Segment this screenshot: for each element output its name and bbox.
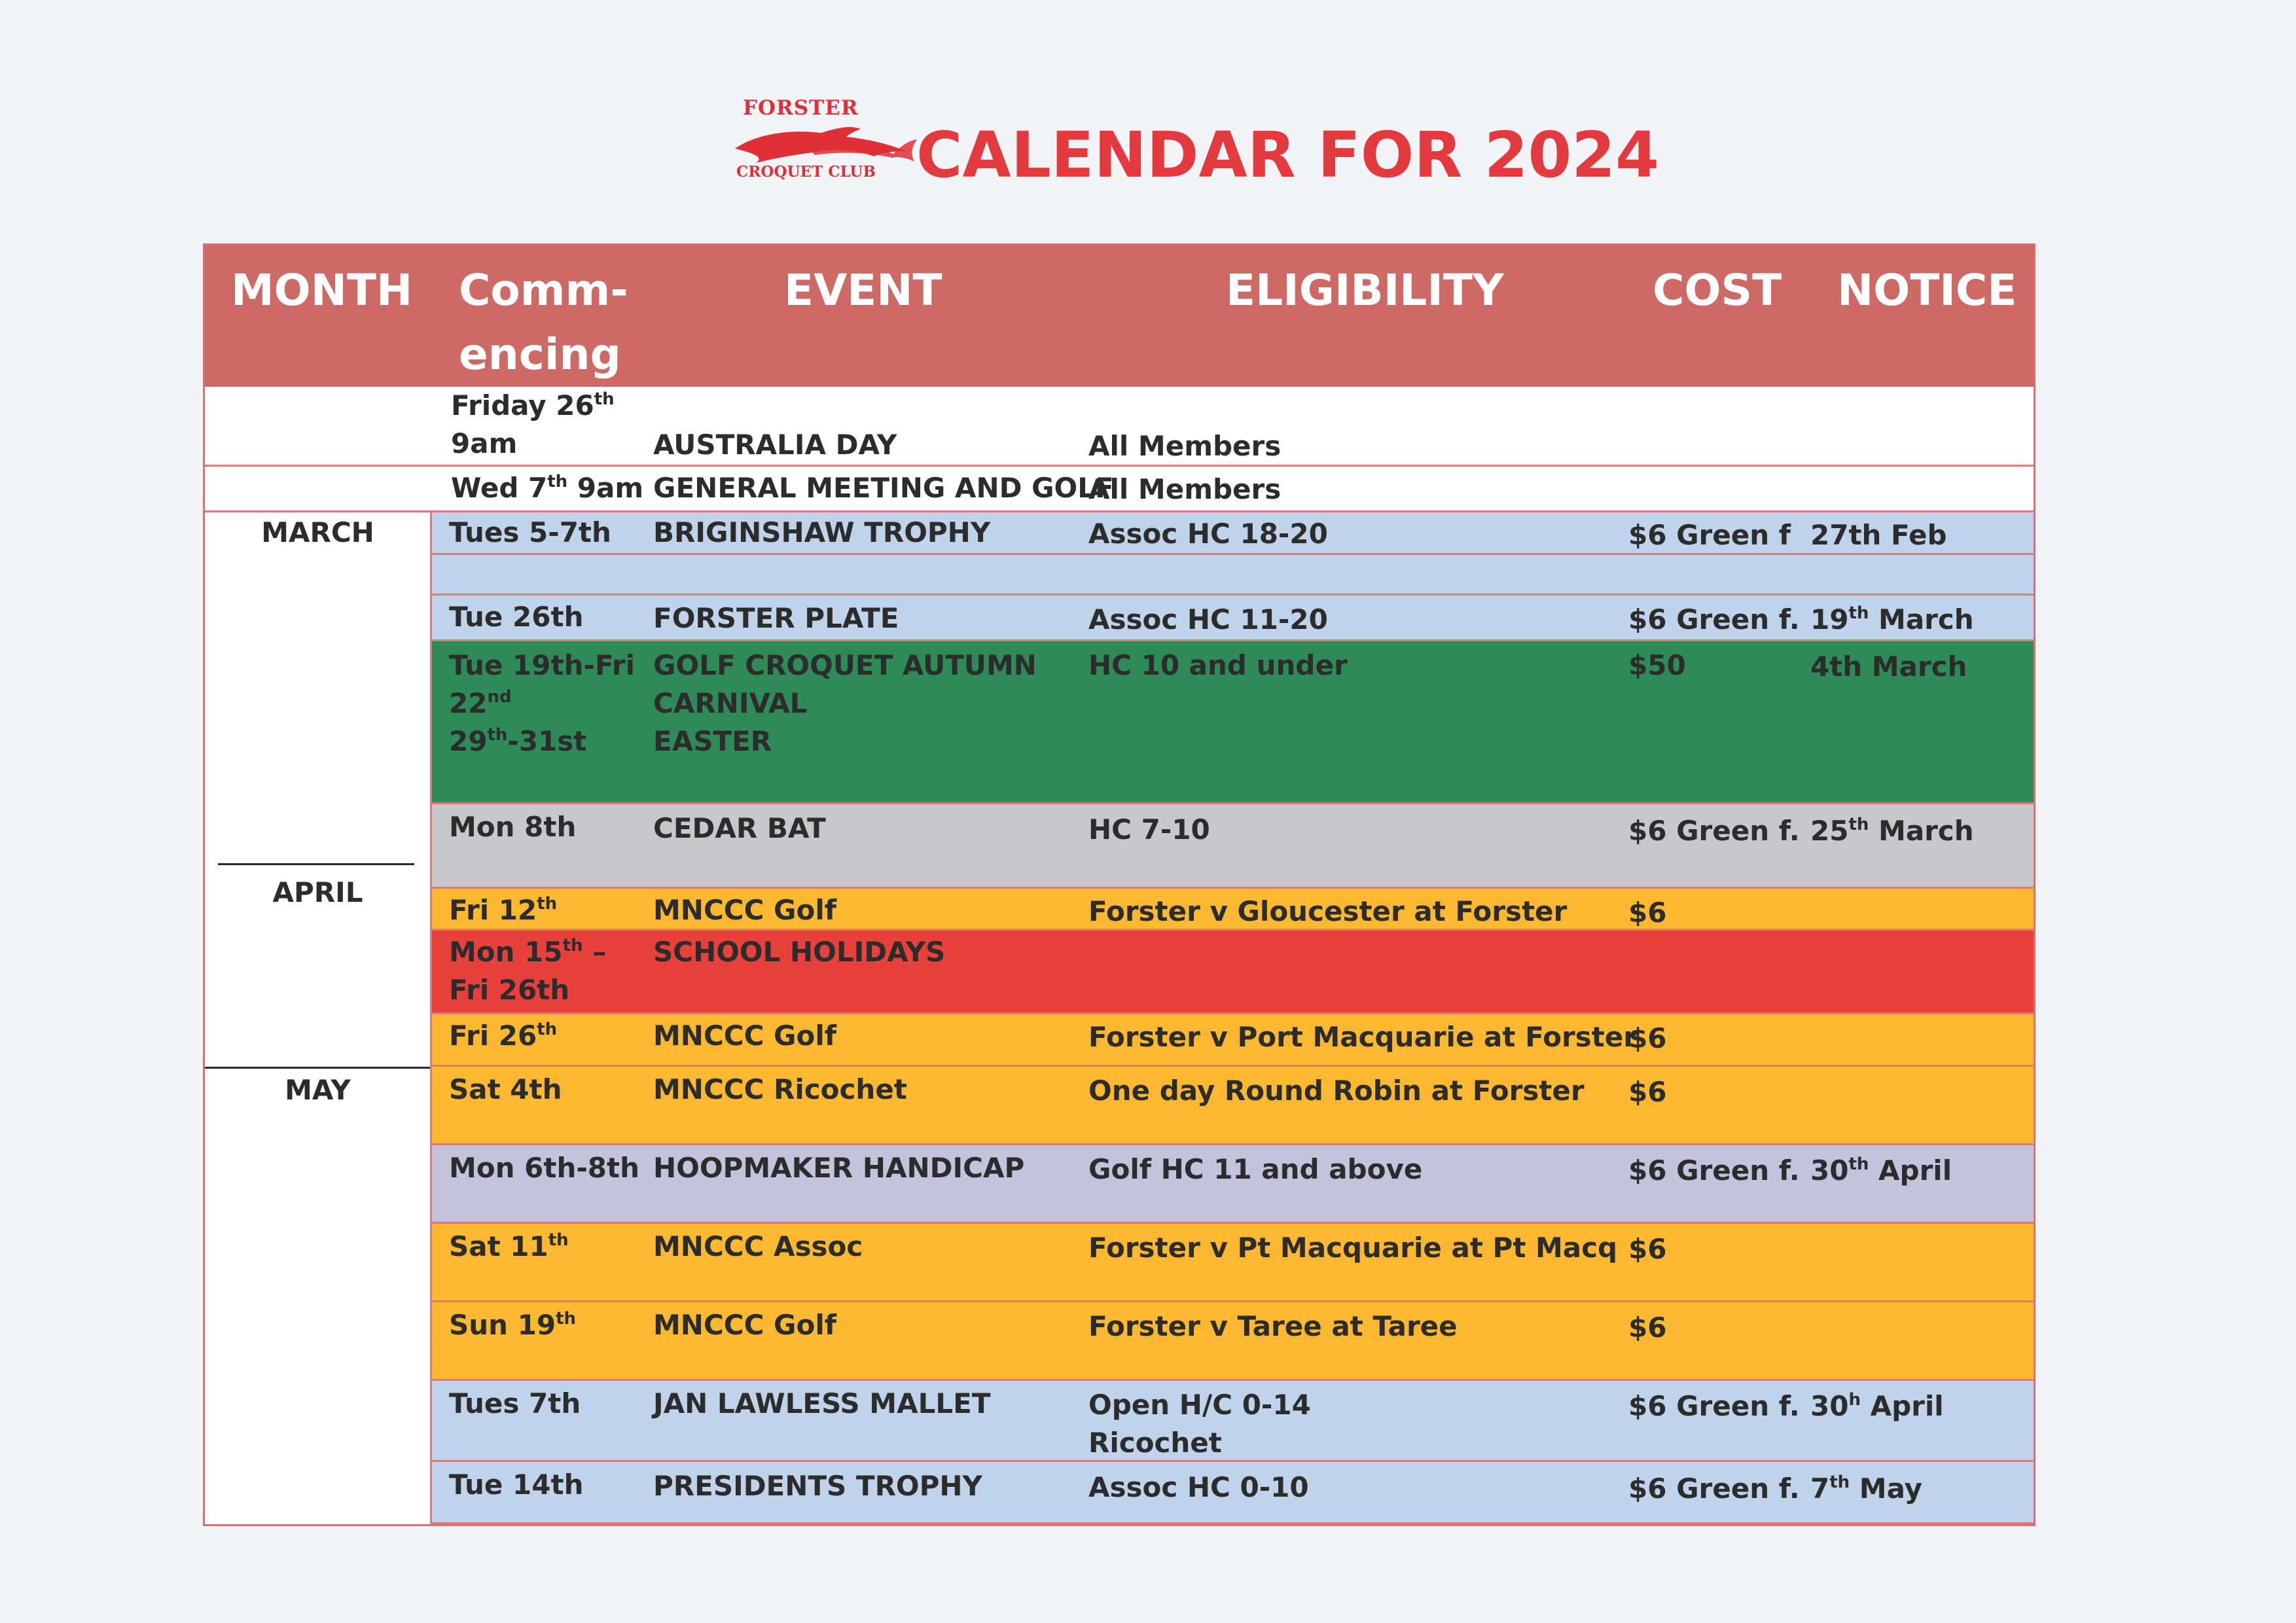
table-row — [431, 1145, 2034, 1224]
table-row — [205, 467, 2034, 512]
logo-bottom-text: CROQUET CLUB — [736, 163, 876, 181]
notice-cell: 19th March — [1810, 603, 1974, 635]
eligibility-cell: Assoc HC 11-20 — [1088, 603, 1328, 635]
table-row — [431, 641, 2034, 804]
month-divider — [218, 863, 414, 865]
commencing-cell: Mon 8th — [449, 811, 577, 843]
cost-cell: $6 Green f — [1628, 519, 1791, 551]
month-divider — [205, 1067, 431, 1069]
commencing-cell: Tues 5-7th — [449, 516, 611, 548]
event-cell: JAN LAWLESS MALLET — [653, 1387, 991, 1419]
eligibility-cell: Forster v Taree at Taree — [1088, 1310, 1458, 1342]
column-cost: COST — [1653, 265, 1782, 315]
eligibility-cell: Assoc HC 0-10 — [1088, 1471, 1309, 1503]
column-month: MONTH — [231, 265, 413, 315]
table-row — [431, 804, 2034, 889]
eligibility-cell: Forster v Gloucester at Forster — [1088, 895, 1568, 927]
event-cell: FORSTER PLATE — [653, 602, 899, 634]
commencing-cell: Fri 26th — [449, 1020, 558, 1052]
column-commencing-line1: Comm- — [459, 265, 628, 315]
dolphin-logo-icon — [730, 115, 920, 167]
commencing-cell: Tues 7th — [449, 1387, 581, 1419]
event-cell: MNCCC Golf — [653, 1020, 837, 1052]
table-row — [431, 1067, 2034, 1145]
commencing-cell: Friday 26th 9am — [451, 389, 615, 459]
cost-cell: $6 Green f. — [1628, 1390, 1800, 1422]
commencing-cell: Wed 7th 9am — [451, 472, 644, 504]
event-cell: MNCCC Golf — [653, 1309, 837, 1341]
commencing-cell: Tue 26th — [449, 601, 584, 633]
event-cell: BRIGINSHAW TROPHY — [653, 516, 991, 548]
commencing-cell: Mon 15th – Fri 26th — [449, 936, 607, 1006]
table-row — [431, 1224, 2034, 1302]
table-row — [431, 931, 2034, 1014]
column-event: EVENT — [784, 265, 942, 315]
table-row — [431, 1462, 2034, 1524]
logo-top-text: FORSTER — [743, 96, 859, 120]
table-row — [431, 1302, 2034, 1381]
notice-cell: 25th March — [1810, 815, 1974, 847]
table-row — [431, 512, 2034, 555]
event-cell: CEDAR BAT — [653, 812, 826, 844]
cost-cell: $6 Green f. — [1628, 603, 1800, 635]
table-row — [205, 387, 2034, 467]
cost-cell: $6 Green f. — [1628, 1472, 1800, 1505]
cost-cell: $6 — [1628, 1076, 1667, 1108]
event-cell: MNCCC Assoc — [653, 1230, 863, 1262]
table-row — [431, 1381, 2034, 1462]
column-notice: NOTICE — [1837, 265, 2017, 315]
club-logo — [730, 95, 920, 193]
table-row — [431, 596, 2034, 641]
commencing-cell: Sat 11th — [449, 1230, 569, 1262]
commencing-cell: Mon 6th-8th — [449, 1152, 640, 1184]
page-header — [730, 95, 1659, 206]
cost-cell: $6 — [1628, 1022, 1667, 1054]
event-cell: SCHOOL HOLIDAYS — [653, 936, 946, 968]
event-cell: PRESIDENTS TROPHY — [653, 1470, 982, 1502]
event-cell: MNCCC Golf — [653, 894, 837, 926]
table-row — [431, 1014, 2034, 1067]
notice-cell: 7th May — [1810, 1472, 1923, 1505]
cost-cell: $50 — [1628, 649, 1686, 681]
table-row — [431, 889, 2034, 931]
notice-cell: 27th Feb — [1810, 519, 1947, 551]
eligibility-cell: Assoc HC 18-20 — [1088, 518, 1328, 550]
notice-cell: 30th April — [1810, 1154, 1952, 1186]
cost-cell: $6 — [1628, 1311, 1667, 1344]
eligibility-cell: HC 10 and under — [1088, 649, 1348, 681]
event-cell: GOLF CROQUET AUTUMN CARNIVAL EASTER — [653, 649, 1037, 757]
event-cell: MNCCC Ricochet — [653, 1073, 907, 1105]
cost-cell: $6 Green f. — [1628, 1154, 1800, 1186]
commencing-cell: Sun 19th — [449, 1309, 577, 1341]
notice-cell: 30$^h$ April — [1810, 1390, 1944, 1422]
eligibility-cell: HC 7-10 — [1088, 813, 1210, 846]
column-commencing — [459, 259, 628, 387]
eligibility-cell: Forster v Port Macquarie at Forster — [1088, 1021, 1637, 1053]
event-cell: GENERAL MEETING AND GOLF — [653, 472, 1114, 504]
cost-cell: $6 — [1628, 897, 1667, 929]
month-may: MAY — [285, 1074, 351, 1106]
commencing-cell: Fri 12th — [449, 894, 558, 926]
month-april: APRIL — [272, 876, 363, 908]
eligibility-cell: Golf HC 11 and above — [1088, 1153, 1423, 1185]
commencing-cell: Tue 14th — [449, 1469, 584, 1501]
eligibility-cell: Forster v Pt Macquarie at Pt Macq — [1088, 1232, 1618, 1264]
commencing-cell: Sat 4th — [449, 1073, 562, 1105]
table-header — [205, 245, 2034, 390]
table-row — [431, 555, 2034, 596]
eligibility-cell: All Members — [1088, 473, 1282, 505]
cost-cell: $6 — [1628, 1233, 1667, 1265]
event-cell: AUSTRALIA DAY — [653, 429, 897, 461]
column-commencing-line2: encing — [459, 329, 621, 380]
eligibility-cell: One day Round Robin at Forster — [1088, 1075, 1585, 1107]
eligibility-cell: Open H/C 0-14 Ricochet — [1088, 1389, 1311, 1459]
commencing-cell: Tue 19th-Fri 22nd 29th-31st — [449, 649, 636, 757]
calendar-table — [203, 243, 2036, 1526]
cost-cell: $6 Green f. — [1628, 815, 1800, 847]
notice-cell: 4th March — [1810, 651, 1967, 683]
page-title: CALENDAR FOR 2024 — [916, 118, 1659, 192]
month-column-rule — [430, 512, 432, 1524]
eligibility-cell: All Members — [1088, 430, 1282, 462]
column-eligibility: ELIGIBILITY — [1226, 265, 1504, 315]
event-cell: HOOPMAKER HANDICAP — [653, 1152, 1025, 1184]
month-march: MARCH — [261, 516, 374, 548]
